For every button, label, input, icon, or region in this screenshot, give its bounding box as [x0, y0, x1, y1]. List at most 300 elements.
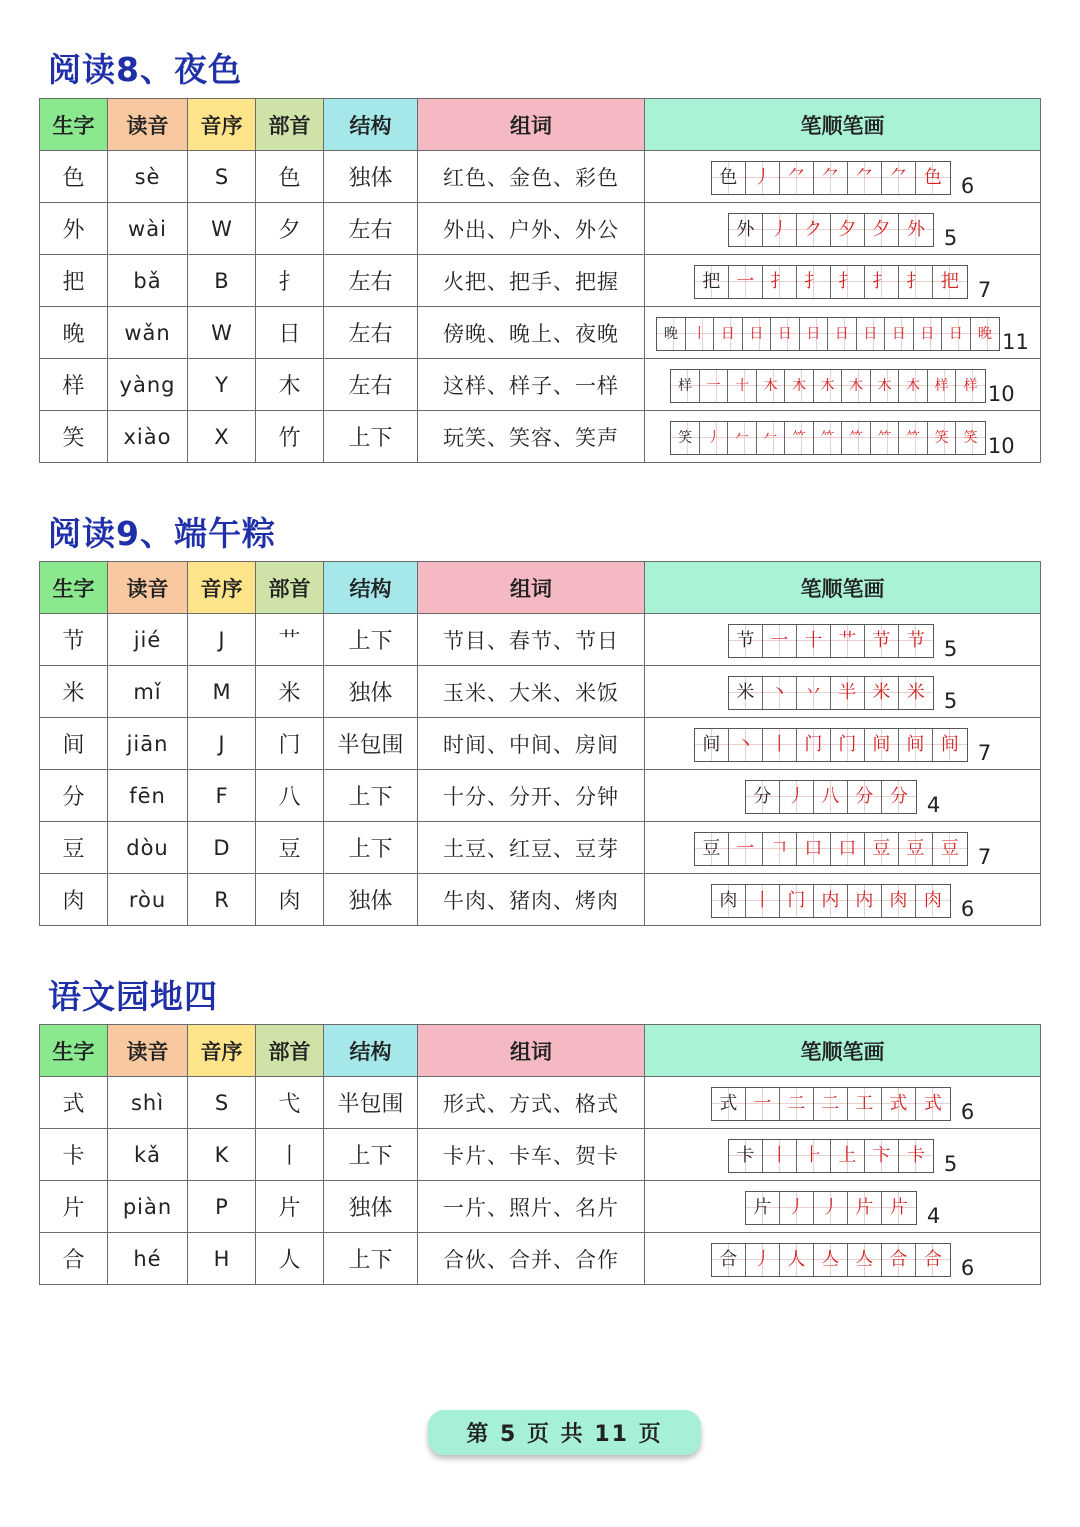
radical-cell: 弋	[256, 1077, 324, 1129]
stroke-grid	[745, 780, 917, 814]
radical-cell: 人	[256, 1233, 324, 1285]
stroke-step: 节	[899, 625, 933, 657]
stroke-step: 笑	[956, 422, 985, 454]
stroke-order-cell	[645, 874, 1041, 926]
stroke-step: 二	[814, 1088, 848, 1120]
words-cell: 合伙、合并、合作	[418, 1233, 645, 1285]
stroke-count: 6	[960, 1099, 975, 1124]
stroke-order-cell	[645, 255, 1041, 307]
table-row	[40, 614, 1041, 666]
order-cell: F	[188, 770, 256, 822]
stroke-step: 木	[814, 370, 843, 402]
order-cell: W	[188, 307, 256, 359]
words-cell: 这样、样子、一样	[418, 359, 645, 411]
structure-cell: 半包围	[324, 1077, 418, 1129]
stroke-step: 夕	[831, 214, 865, 246]
stroke-model-char: 样	[671, 370, 700, 402]
stroke-step: 日	[942, 318, 971, 350]
stroke-step: ⺊	[797, 1140, 831, 1172]
stroke-step: 片	[848, 1192, 882, 1224]
table-row	[40, 874, 1041, 926]
header-pinyin: 读音	[108, 562, 188, 614]
order-cell: B	[188, 255, 256, 307]
words-cell: 时间、中间、房间	[418, 718, 645, 770]
stroke-step: 式	[882, 1088, 916, 1120]
header-strokes: 笔顺笔画	[645, 1025, 1041, 1077]
table-row	[40, 1233, 1041, 1285]
header-structure: 结构	[324, 562, 418, 614]
structure-cell: 上下	[324, 1129, 418, 1181]
order-cell: P	[188, 1181, 256, 1233]
stroke-grid	[728, 624, 934, 658]
header-row	[40, 1025, 1041, 1077]
stroke-step: 丨	[763, 1140, 797, 1172]
stroke-count: 6	[960, 1255, 975, 1280]
order-cell: S	[188, 151, 256, 203]
table-row	[40, 1181, 1041, 1233]
char-cell: 色	[40, 151, 108, 203]
order-cell: H	[188, 1233, 256, 1285]
structure-cell: 独体	[324, 666, 418, 718]
stroke-step: 米	[899, 677, 933, 709]
pinyin-cell: piàn	[108, 1181, 188, 1233]
header-strokes: 笔顺笔画	[645, 99, 1041, 151]
radical-cell: 扌	[256, 255, 324, 307]
stroke-count: 7	[977, 740, 992, 765]
stroke-step: 外	[899, 214, 933, 246]
stroke-order-cell	[645, 1129, 1041, 1181]
pinyin-cell: shì	[108, 1077, 188, 1129]
stroke-step: 半	[831, 677, 865, 709]
stroke-step: ⺈	[814, 162, 848, 194]
order-cell: R	[188, 874, 256, 926]
header-radical: 部首	[256, 99, 324, 151]
header-structure: 结构	[324, 99, 418, 151]
pinyin-cell: xiào	[108, 411, 188, 463]
table-row	[40, 770, 1041, 822]
stroke-grid	[745, 1191, 917, 1225]
header-order: 音序	[188, 1025, 256, 1077]
radical-cell: 片	[256, 1181, 324, 1233]
pinyin-cell: jiān	[108, 718, 188, 770]
stroke-grid	[694, 265, 968, 299]
stroke-step: 门	[780, 885, 814, 917]
structure-cell: 独体	[324, 151, 418, 203]
char-cell: 节	[40, 614, 108, 666]
order-cell: X	[188, 411, 256, 463]
stroke-count: 11	[1002, 329, 1029, 354]
stroke-count: 10	[987, 381, 1015, 406]
order-cell: M	[188, 666, 256, 718]
order-cell: K	[188, 1129, 256, 1181]
words-cell: 红色、金色、彩色	[418, 151, 645, 203]
stroke-step: 木	[757, 370, 786, 402]
stroke-step: 一	[700, 370, 729, 402]
stroke-step: 丿	[700, 422, 729, 454]
table-row	[40, 718, 1041, 770]
words-cell: 土豆、红豆、豆芽	[418, 822, 645, 874]
order-cell: Y	[188, 359, 256, 411]
char-cell: 式	[40, 1077, 108, 1129]
header-radical: 部首	[256, 562, 324, 614]
table-row	[40, 1129, 1041, 1181]
stroke-order-cell	[645, 666, 1041, 718]
stroke-order-cell	[645, 203, 1041, 255]
stroke-step: 丨	[763, 729, 797, 761]
stroke-model-char: 肉	[712, 885, 746, 917]
char-cell: 米	[40, 666, 108, 718]
stroke-model-char: 豆	[695, 833, 729, 865]
radical-cell: 色	[256, 151, 324, 203]
header-words: 组词	[418, 99, 645, 151]
words-cell: 一片、照片、名片	[418, 1181, 645, 1233]
structure-cell: 左右	[324, 255, 418, 307]
stroke-step: 日	[771, 318, 800, 350]
section-title: 语文园地四	[48, 977, 218, 1016]
table-row	[40, 411, 1041, 463]
stroke-step: 一	[763, 625, 797, 657]
stroke-step: 木	[899, 370, 928, 402]
stroke-step: 一	[729, 266, 763, 298]
stroke-step: 丶	[763, 677, 797, 709]
stroke-step: 亼	[848, 1244, 882, 1276]
structure-cell: 上下	[324, 770, 418, 822]
char-cell: 片	[40, 1181, 108, 1233]
stroke-grid	[728, 676, 934, 710]
pinyin-cell: kǎ	[108, 1129, 188, 1181]
words-cell: 玩笑、笑容、笑声	[418, 411, 645, 463]
stroke-step: ⺈	[780, 162, 814, 194]
stroke-model-char: 卡	[729, 1140, 763, 1172]
stroke-model-char: 分	[746, 781, 780, 813]
page-number-badge: 第 5 页 共 11 页	[428, 1410, 701, 1455]
stroke-step: 木	[842, 370, 871, 402]
table-row	[40, 307, 1041, 359]
stroke-order-cell	[645, 151, 1041, 203]
table-row	[40, 151, 1041, 203]
stroke-step: 八	[814, 781, 848, 813]
words-cell: 玉米、大米、米饭	[418, 666, 645, 718]
stroke-step: 节	[865, 625, 899, 657]
stroke-step: 肉	[882, 885, 916, 917]
stroke-count: 4	[926, 1203, 941, 1228]
stroke-grid	[670, 421, 986, 455]
stroke-step: 间	[899, 729, 933, 761]
stroke-order-cell	[645, 1181, 1041, 1233]
char-cell: 笑	[40, 411, 108, 463]
structure-cell: 半包围	[324, 718, 418, 770]
stroke-count: 5	[943, 636, 958, 661]
stroke-step: 样	[956, 370, 985, 402]
character-table	[39, 1024, 1041, 1285]
stroke-model-char: 外	[729, 214, 763, 246]
stroke-step: 扌	[899, 266, 933, 298]
table-row	[40, 255, 1041, 307]
char-cell: 晚	[40, 307, 108, 359]
char-cell: 豆	[40, 822, 108, 874]
char-cell: 外	[40, 203, 108, 255]
stroke-step: 日	[714, 318, 743, 350]
stroke-model-char: 合	[712, 1244, 746, 1276]
stroke-step: 丿	[746, 1244, 780, 1276]
character-table	[39, 98, 1041, 463]
structure-cell: 上下	[324, 411, 418, 463]
words-cell: 外出、户外、外公	[418, 203, 645, 255]
structure-cell: 左右	[324, 203, 418, 255]
stroke-step: 丿	[814, 1192, 848, 1224]
stroke-step: ⺮	[842, 422, 871, 454]
stroke-order-cell	[645, 614, 1041, 666]
stroke-step: 门	[831, 729, 865, 761]
pinyin-cell: dòu	[108, 822, 188, 874]
stroke-step: 门	[797, 729, 831, 761]
structure-cell: 独体	[324, 874, 418, 926]
radical-cell: 肉	[256, 874, 324, 926]
stroke-order-cell	[645, 359, 1041, 411]
stroke-grid	[711, 1087, 951, 1121]
header-structure: 结构	[324, 1025, 418, 1077]
stroke-grid	[670, 369, 986, 403]
stroke-step: 卞	[865, 1140, 899, 1172]
stroke-step: 合	[916, 1244, 950, 1276]
stroke-step: 一	[729, 833, 763, 865]
stroke-grid	[656, 317, 1000, 351]
pinyin-cell: wài	[108, 203, 188, 255]
stroke-count: 4	[926, 792, 941, 817]
structure-cell: 上下	[324, 822, 418, 874]
stroke-step: 十	[797, 625, 831, 657]
stroke-step: 𠂉	[757, 422, 786, 454]
pinyin-cell: jié	[108, 614, 188, 666]
header-char: 生字	[40, 562, 108, 614]
stroke-count: 7	[977, 844, 992, 869]
stroke-model-char: 把	[695, 266, 729, 298]
stroke-model-char: 笑	[671, 422, 700, 454]
stroke-step: 间	[933, 729, 967, 761]
stroke-step: 分	[882, 781, 916, 813]
stroke-step: 笑	[928, 422, 957, 454]
stroke-grid	[694, 728, 968, 762]
order-cell: J	[188, 614, 256, 666]
stroke-step: 合	[882, 1244, 916, 1276]
header-row	[40, 99, 1041, 151]
stroke-step: 丷	[797, 677, 831, 709]
stroke-grid	[711, 161, 951, 195]
stroke-model-char: 式	[712, 1088, 746, 1120]
char-cell: 间	[40, 718, 108, 770]
stroke-order-cell	[645, 770, 1041, 822]
section-title: 阅读8、夜色	[48, 50, 242, 89]
stroke-step: 丶	[729, 729, 763, 761]
order-cell: D	[188, 822, 256, 874]
stroke-model-char: 色	[712, 162, 746, 194]
words-cell: 形式、方式、格式	[418, 1077, 645, 1129]
stroke-step: 工	[848, 1088, 882, 1120]
pinyin-cell: ròu	[108, 874, 188, 926]
stroke-step: 卡	[899, 1140, 933, 1172]
words-cell: 火把、把手、把握	[418, 255, 645, 307]
stroke-count: 6	[960, 173, 975, 198]
stroke-step: 把	[933, 266, 967, 298]
stroke-step: 扌	[797, 266, 831, 298]
stroke-step: 丨	[686, 318, 715, 350]
stroke-order-cell	[645, 307, 1041, 359]
stroke-step: ⺈	[848, 162, 882, 194]
stroke-grid	[711, 1243, 951, 1277]
stroke-step: ⺮	[899, 422, 928, 454]
header-char: 生字	[40, 1025, 108, 1077]
structure-cell: 上下	[324, 614, 418, 666]
stroke-step: 𠃍	[763, 833, 797, 865]
table-row	[40, 203, 1041, 255]
stroke-step: 口	[831, 833, 865, 865]
pinyin-cell: fēn	[108, 770, 188, 822]
words-cell: 十分、分开、分钟	[418, 770, 645, 822]
header-words: 组词	[418, 562, 645, 614]
order-cell: S	[188, 1077, 256, 1129]
character-table	[39, 561, 1041, 926]
char-cell: 分	[40, 770, 108, 822]
stroke-count: 10	[987, 433, 1015, 458]
words-cell: 节目、春节、节日	[418, 614, 645, 666]
stroke-step: 二	[780, 1088, 814, 1120]
order-cell: W	[188, 203, 256, 255]
pinyin-cell: hé	[108, 1233, 188, 1285]
stroke-count: 5	[943, 688, 958, 713]
stroke-step: 日	[800, 318, 829, 350]
stroke-step: 式	[916, 1088, 950, 1120]
header-words: 组词	[418, 1025, 645, 1077]
char-cell: 卡	[40, 1129, 108, 1181]
radical-cell: 丨	[256, 1129, 324, 1181]
stroke-grid	[694, 832, 968, 866]
char-cell: 肉	[40, 874, 108, 926]
table-row	[40, 359, 1041, 411]
radical-cell: 夕	[256, 203, 324, 255]
stroke-step: ⺈	[882, 162, 916, 194]
stroke-step: 分	[848, 781, 882, 813]
stroke-model-char: 间	[695, 729, 729, 761]
stroke-model-char: 晚	[657, 318, 686, 350]
stroke-step: 内	[814, 885, 848, 917]
stroke-step: 木	[871, 370, 900, 402]
stroke-step: 扌	[831, 266, 865, 298]
stroke-count: 5	[943, 1151, 958, 1176]
stroke-step: 扌	[865, 266, 899, 298]
stroke-model-char: 节	[729, 625, 763, 657]
radical-cell: 门	[256, 718, 324, 770]
stroke-step: 人	[780, 1244, 814, 1276]
structure-cell: 独体	[324, 1181, 418, 1233]
stroke-count: 7	[977, 277, 992, 302]
stroke-step: 丿	[780, 781, 814, 813]
stroke-step: 豆	[865, 833, 899, 865]
pinyin-cell: bǎ	[108, 255, 188, 307]
stroke-order-cell	[645, 411, 1041, 463]
char-cell: 样	[40, 359, 108, 411]
table-row	[40, 822, 1041, 874]
stroke-step: 艹	[831, 625, 865, 657]
stroke-step: 间	[865, 729, 899, 761]
words-cell: 牛肉、猪肉、烤肉	[418, 874, 645, 926]
header-row	[40, 562, 1041, 614]
header-char: 生字	[40, 99, 108, 151]
radical-cell: 竹	[256, 411, 324, 463]
structure-cell: 左右	[324, 307, 418, 359]
stroke-step: 日	[828, 318, 857, 350]
char-cell: 把	[40, 255, 108, 307]
radical-cell: 米	[256, 666, 324, 718]
stroke-step: 口	[797, 833, 831, 865]
stroke-step: 上	[831, 1140, 865, 1172]
stroke-step: ⺮	[785, 422, 814, 454]
radical-cell: 豆	[256, 822, 324, 874]
stroke-step: ク	[797, 214, 831, 246]
radical-cell: 八	[256, 770, 324, 822]
stroke-step: 一	[746, 1088, 780, 1120]
stroke-step: 内	[848, 885, 882, 917]
stroke-step: 日	[857, 318, 886, 350]
stroke-step: 十	[728, 370, 757, 402]
stroke-step: 丿	[780, 1192, 814, 1224]
stroke-model-char: 片	[746, 1192, 780, 1224]
stroke-order-cell	[645, 822, 1041, 874]
stroke-count: 6	[960, 896, 975, 921]
stroke-grid	[728, 213, 934, 247]
header-radical: 部首	[256, 1025, 324, 1077]
structure-cell: 上下	[324, 1233, 418, 1285]
stroke-step: 肉	[916, 885, 950, 917]
stroke-step: 米	[865, 677, 899, 709]
words-cell: 卡片、卡车、贺卡	[418, 1129, 645, 1181]
radical-cell: 艹	[256, 614, 324, 666]
stroke-step: 丿	[746, 162, 780, 194]
stroke-step: 日	[743, 318, 772, 350]
stroke-step: 木	[785, 370, 814, 402]
stroke-step: 晚	[971, 318, 1000, 350]
radical-cell: 日	[256, 307, 324, 359]
pinyin-cell: yàng	[108, 359, 188, 411]
pinyin-cell: sè	[108, 151, 188, 203]
stroke-order-cell	[645, 1233, 1041, 1285]
stroke-step: 豆	[933, 833, 967, 865]
stroke-order-cell	[645, 1077, 1041, 1129]
header-strokes: 笔顺笔画	[645, 562, 1041, 614]
header-order: 音序	[188, 99, 256, 151]
words-cell: 傍晚、晚上、夜晚	[418, 307, 645, 359]
stroke-step: 样	[928, 370, 957, 402]
header-pinyin: 读音	[108, 1025, 188, 1077]
stroke-step: 日	[914, 318, 943, 350]
radical-cell: 木	[256, 359, 324, 411]
pinyin-cell: wǎn	[108, 307, 188, 359]
stroke-step: 𠂉	[728, 422, 757, 454]
stroke-grid	[711, 884, 951, 918]
table-row	[40, 1077, 1041, 1129]
pinyin-cell: mǐ	[108, 666, 188, 718]
structure-cell: 左右	[324, 359, 418, 411]
stroke-step: 扌	[763, 266, 797, 298]
stroke-step: 豆	[899, 833, 933, 865]
section-title: 阅读9、端午粽	[48, 514, 276, 553]
header-order: 音序	[188, 562, 256, 614]
stroke-model-char: 米	[729, 677, 763, 709]
stroke-step: 日	[885, 318, 914, 350]
stroke-count: 5	[943, 225, 958, 250]
char-cell: 合	[40, 1233, 108, 1285]
stroke-step: 丨	[746, 885, 780, 917]
stroke-order-cell	[645, 718, 1041, 770]
